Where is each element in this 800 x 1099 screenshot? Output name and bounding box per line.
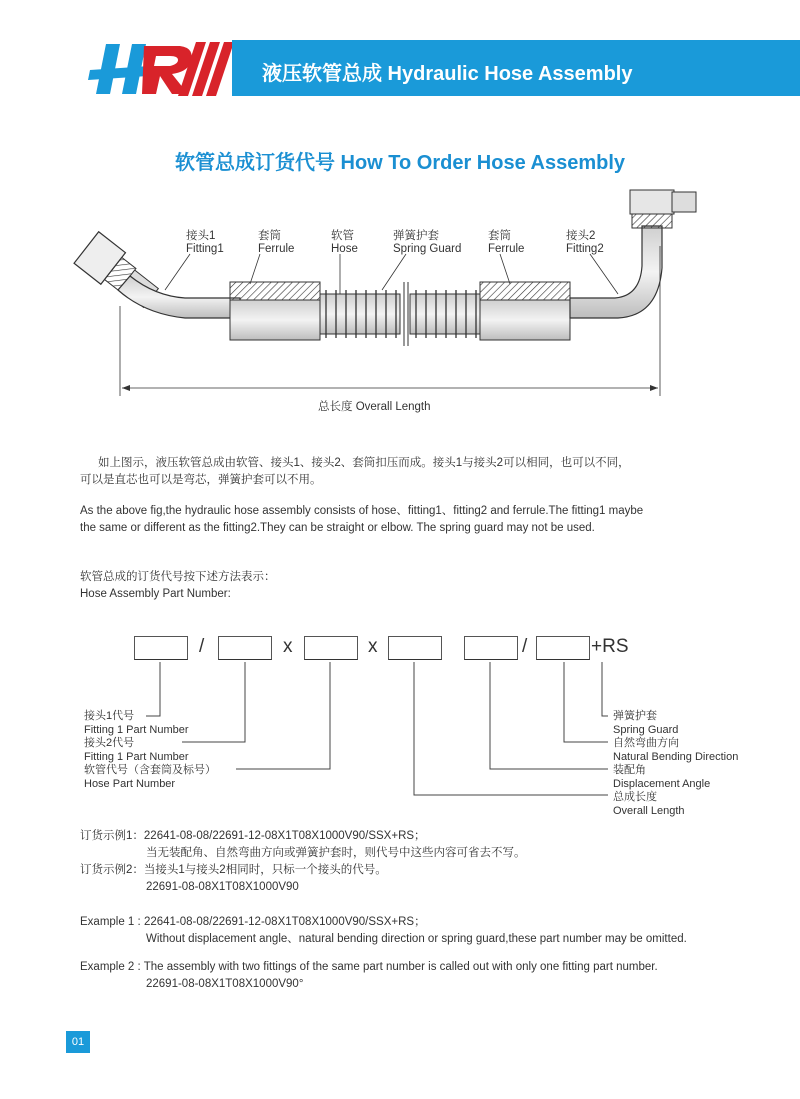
code-box-bending [536, 636, 590, 660]
examples-zh: 订货示例1：22641-08-08/22691-12-08X1T08X1000V90/SSX+RS； 当无装配角、自然弯曲方向或弹簧护套时，则代号中这些内容可省去不写。 订货示例2：当接头1与接头2相同时，只标一个接头的代号。 22691-08-08X1T08X1000V90 [80, 830, 526, 893]
label-displacement-angle-code: 装配角 Displacement Angle [613, 764, 711, 790]
label-fitting1: 接头1 Fitting1 [186, 230, 224, 255]
hose-assembly-figure [70, 186, 730, 406]
header-logo [84, 36, 234, 102]
label-fitting2-part-number: 接头2代号 Fitting 1 Part Number [84, 737, 189, 763]
code-box-hose [304, 636, 358, 660]
header-title: 液压软管总成 Hydraulic Hose Assembly [262, 63, 633, 85]
page-number: 01 [66, 1031, 90, 1053]
hose-assembly-drawing [70, 186, 730, 406]
examples-en-2: Example 2 : The assembly with two fittings of the same part number is called out with only one fitting part number. 22691-08-08X1T08X1000V90° [80, 961, 658, 990]
label-hose-part-number: 软管代号（含套筒及标号） Hose Part Number [84, 764, 216, 790]
label-ferrule-right: 套筒 Ferrule [488, 230, 525, 255]
label-spring-guard-code: 弹簧护套 Spring Guard [613, 710, 679, 736]
code-box-length [388, 636, 442, 660]
hr-logo-icon [84, 36, 234, 102]
label-hose: 软管 Hose [331, 230, 358, 255]
part-number-heading: 软管总成的订货代号按下述方法表示： Hose Assembly Part Number: [80, 571, 276, 600]
label-overall-length: 总长度 Overall Length [318, 401, 431, 413]
intro-zh: 如上图示，液压软管总成由软管、接头1、接头2、套筒扣压而成。接头1与接头2可以相同，也可以不同， 可以是直芯也可以是弯芯，弹簧护套可以不用。 [80, 457, 630, 486]
examples-en: Example 1 : 22641-08-08/22691-12-08X1T08X1000V90/SSX+RS； Without displacement angle、natural bending direction or spring guard,these part number may be omitted. [80, 916, 687, 945]
label-fitting1-part-number: 接头1代号 Fitting 1 Part Number [84, 710, 189, 736]
code-suffix: +RS [591, 636, 629, 657]
label-ferrule-left: 套筒 Ferrule [258, 230, 295, 255]
page-title: 软管总成订货代号 How To Order Hose Assembly [174, 152, 626, 174]
code-separator: / [522, 636, 528, 657]
code-box-fitting2 [218, 636, 272, 660]
label-bending-direction-code: 自然弯曲方向 Natural Bending Direction [613, 737, 739, 763]
label-spring-guard: 弹簧护套 Spring Guard [393, 230, 462, 255]
intro-en: As the above fig,the hydraulic hose assembly consists of hose、fitting1、fitting2 and ferrule.The fitting1 maybe the same or different as the fitting2.They can be straight or elbow. The spring guard may not be used. [80, 505, 644, 534]
label-fitting2: 接头2 Fitting2 [566, 230, 604, 255]
code-box-fitting1 [134, 636, 188, 660]
code-separator: / [199, 636, 205, 657]
label-overall-length-code: 总成长度 Overall Length [613, 791, 685, 817]
code-box-angle [464, 636, 518, 660]
code-separator: x [368, 636, 378, 657]
code-separator: x [283, 636, 293, 657]
